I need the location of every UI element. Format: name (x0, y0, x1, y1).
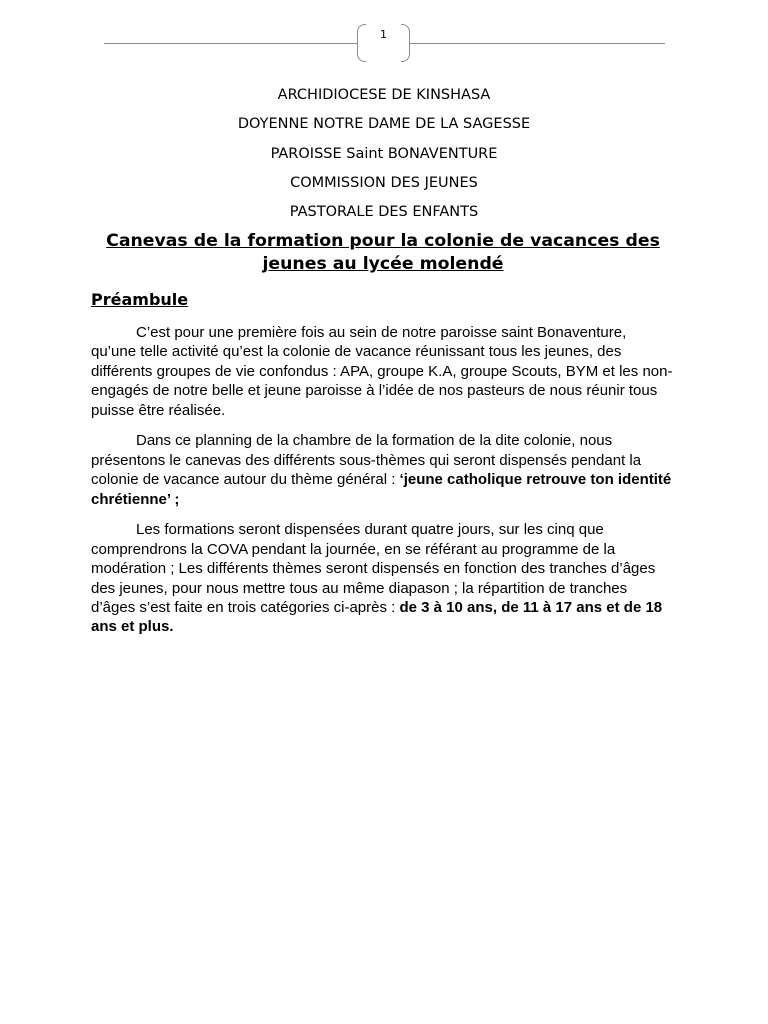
header-deanery: DOYENNE NOTRE DAME DE LA SAGESSE (237, 116, 531, 133)
paragraph-2-text: Dans ce planning de la chambre de la formation de la dite colonie, nous présentons le canevas des différents sous-thèmes qui seront dispensés pendant la colonie de vacance autour du thème général : (91, 432, 642, 489)
paragraph-2 (91, 431, 675, 509)
paragraph-3-age-groups: de 3 à 10 ans, de 11 à 17 ans et de 18 ans et plus. (91, 599, 663, 636)
document-title (91, 230, 675, 276)
header-archdiocese: ARCHIDIOCESE DE KINSHASA (277, 87, 491, 103)
document-title-line1: Canevas de la formation pour la colonie de vacances des (106, 231, 660, 251)
paragraph-3-text: Les formations seront dispensées durant quatre jours, sur les cinq que comprendrons la COVA pendant la journée, en se référant au programme de la modération ; Les différents thèmes seront dispensés en fonction des tranches d’âges des jeunes, pour nous mettre tous au même diapason ; la répartition de tranches d’âges s’est faite en trois catégories ci-après : (91, 521, 656, 617)
document-title-line2: jeunes au lycée molendé (262, 254, 504, 274)
institution-header (0, 82, 768, 228)
paragraph-3 (91, 520, 675, 636)
section-heading-preambule: Préambule (91, 290, 189, 309)
header-pastoral: PASTORALE DES ENFANTS (289, 204, 479, 221)
document-body (91, 323, 675, 648)
paragraph-2-theme: ‘jeune catholique retrouve ton identité chrétienne’ ; (91, 471, 672, 508)
page-number-box (357, 24, 410, 62)
header-rule-right (410, 43, 665, 44)
header-commission: COMMISSION DES JEUNES (290, 174, 478, 191)
header-parish: PAROISSE Saint BONAVENTURE (270, 145, 498, 162)
header-rule-left (104, 43, 357, 44)
paragraph-1: C’est pour une première fois au sein de notre paroisse saint Bonaventure, qu’une telle activité qu’est la colonie de vacance réunissant tous les jeunes, des différents groupes de vie confondus : APA, groupe K.A, groupe Scouts, BYM et les non-engagés de notre belle et jeune paroisse à l’idée de nos pasteurs de nous réunir tous puisse être réalisée. (91, 324, 673, 419)
page-number: 1 (380, 28, 387, 41)
page-header (0, 0, 768, 64)
